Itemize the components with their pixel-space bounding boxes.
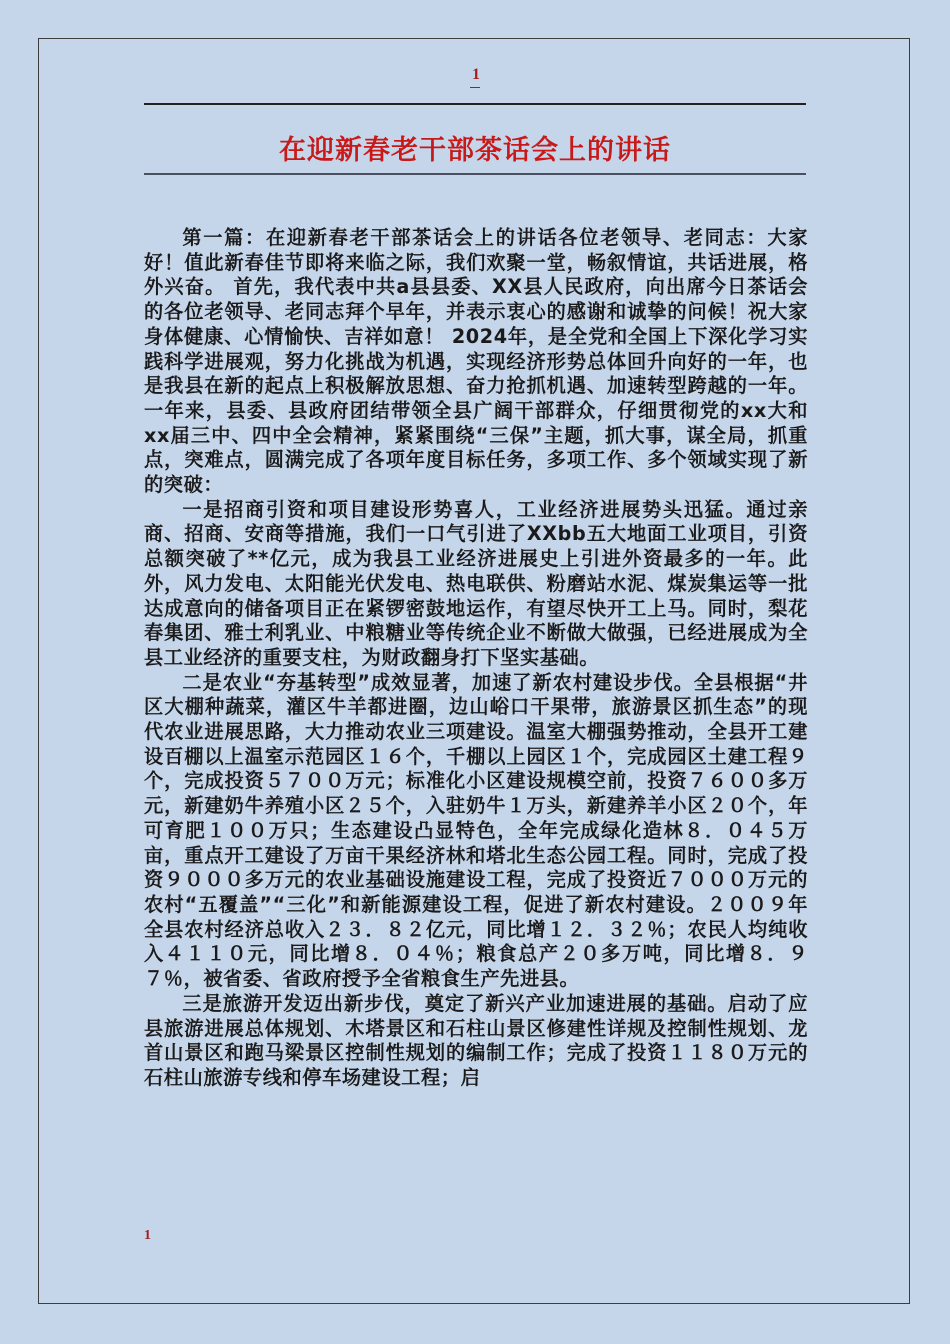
paragraph: 三是旅游开发迈出新步伐，奠定了新兴产业加速进展的基础。启动了应县旅游进展总体规划、木塔景区和石柱山景区修建性详规及控制性规划、龙首山景区和跑马梁景区控制性规划的编制工作；完成了投资１１８０万元的石柱山旅游专线和停车场建设工程；启 [144, 991, 808, 1089]
paragraph: 一是招商引资和项目建设形势喜人，工业经济进展势头迅猛。通过亲商、招商、安商等措施，我们一口气引进了XXbb五大地面工业项目，引资总额突破了**亿元，成为我县工业经济进展史上引进外资最多的一年。此外，风力发电、太阳能光伏发电、热电联供、粉磨站水泥、煤炭集运等一批达成意向的储备项目正在紧锣密鼓地运作，有望尽快开工上马。同时，梨花春集团、雅士利乳业、中粮糖业等传统企业不断做大做强，已经进展成为全县工业经济的重要支柱，为财政翻身打下坚实基础。 [144, 497, 808, 669]
paragraph: 二是农业“夯基转型”成效显著，加速了新农村建设步伐。全县根据“井区大棚种蔬菜，灌区牛羊都进圈，边山峪口干果带，旅游景区抓生态”的现代农业进展思路，大力推动农业三项建设。温室大棚强势推动，全县开工建设百棚以上温室示范园区１６个，千棚以上园区１个，完成园区土建工程９个，完成投资５７００万元；标准化小区建设规模空前，投资７６００多万元，新建奶牛养殖小区２５个，入驻奶牛１万头，新建养羊小区２０个，年可育肥１００万只；生态建设凸显特色，全年完成绿化造林８．０４５万亩，重点开工建设了万亩干果经济林和塔北生态公园工程。同时，完成了投资９０００多万元的农业基础设施建设工程，完成了投资近７０００万元的农村“五覆盖”“三化”和新能源建设工程，促进了新农村建设。２００９年全县农村经济总收入２３．８２亿元，同比增１２．３２％；农民人均纯收入４１１０元，同比增８．０４％；粮食总产２０多万吨，同比增８．９７％，被省委、省政府授予全省粮食生产先进县。 [144, 670, 808, 991]
footer-page-number: 1 [144, 1228, 151, 1243]
paragraph: 第一篇：在迎新春老干部茶话会上的讲话各位老领导、老同志：大家好！值此新春佳节即将来临之际，我们欢聚一堂，畅叙情谊，共话进展，格外兴奋。 首先，我代表中共a县县委、XX县人民政府，向出席今日茶话会的各位老领导、老同志拜个早年，并表示衷心的感谢和诚挚的问候！祝大家身体健康、心情愉快、吉祥如意！ 2024年，是全党和全国上下深化学习实践科学进展观，努力化挑战为机遇，实现经济形势总体回升向好的一年，也是我县在新的起点上积极解放思想、奋力抢抓机遇、加速转型跨越的一年。一年来，县委、县政府团结带领全县广阔干部群众，仔细贯彻党的xx大和xx届三中、四中全会精神，紧紧围绕“三保”主题，抓大事，谋全局，抓重点，突难点，圆满完成了各项年度目标任务，多项工作、多个领域实现了新的突破： [144, 226, 808, 497]
header-page-number: 1 [472, 66, 480, 83]
document-body [144, 226, 808, 1091]
header-page-number-underline [470, 87, 480, 88]
header-rule [144, 103, 806, 105]
document-title: 在迎新春老干部茶话会上的讲话 [279, 135, 671, 166]
title-rule [144, 173, 806, 175]
